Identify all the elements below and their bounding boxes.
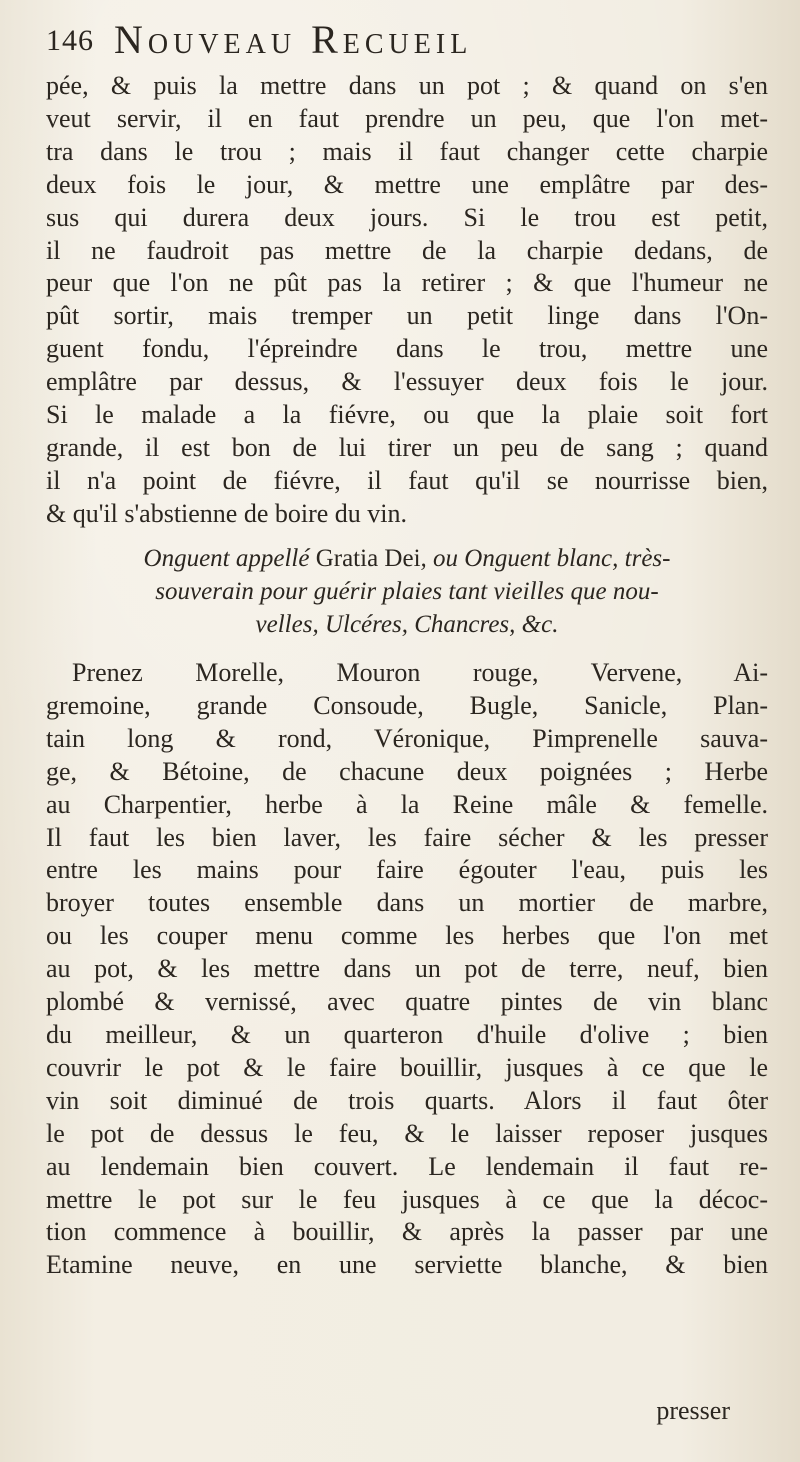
- text-line: ge, & Bétoine, de chacune deux poignées ; Herbe: [46, 756, 768, 786]
- page-header: [46, 16, 761, 66]
- text-line: peur que l'on ne pût pas la retirer ; & que l'humeur ne: [46, 268, 768, 298]
- text-line: Prenez Morelle, Mouron rouge, Vervene, Ai-: [72, 658, 768, 687]
- heading-italic-1: Onguent appellé: [143, 545, 310, 572]
- heading-roman: Gratia Dei: [309, 545, 421, 572]
- text-line: tain long & rond, Véronique, Pimprenelle sauva-: [46, 723, 768, 753]
- text-line: guent fondu, l'épreindre dans le trou, mettre une: [46, 334, 768, 364]
- text-line: du meilleur, & un quarteron d'huile d'olive ; bien: [46, 1019, 768, 1049]
- text-line: ou les couper menu comme les herbes que l'on met: [46, 921, 768, 951]
- text-line: plombé & vernissé, avec quatre pintes de vin blanc: [46, 987, 768, 1017]
- text-line: le pot de dessus le feu, & le laisser reposer jusques: [46, 1118, 768, 1148]
- text-line: pût sortir, mais tremper un petit linge dans l'On-: [46, 301, 768, 331]
- text-line: au Charpentier, herbe à la Reine mâle & femelle.: [46, 789, 768, 819]
- paragraph-continued: [46, 70, 768, 531]
- text-line: pée, & puis la mettre dans un pot ; & quand on s'en: [46, 71, 768, 100]
- text-line: & qu'il s'abstienne de boire du vin.: [46, 498, 408, 528]
- text-line: deux fois le jour, & mettre une emplâtre par des-: [46, 169, 768, 199]
- text-line: couvrir le pot & le faire bouillir, jusques à ce que le: [46, 1052, 768, 1082]
- text-line: Il faut les bien laver, les faire sécher & les presser: [46, 822, 768, 852]
- text-line: broyer toutes ensemble dans un mortier de marbre,: [46, 888, 768, 918]
- page-number: 146: [46, 24, 94, 57]
- heading-line-2: souverain pour guérir plaies tant vieilles que nou-: [155, 578, 659, 605]
- text-line: entre les mains pour faire égouter l'eau, puis les: [46, 855, 768, 885]
- catchword: presser: [656, 1396, 730, 1425]
- text-line: il n'a point de fiévre, il faut qu'il se nourrisse bien,: [46, 465, 768, 495]
- text-line: tra dans le trou ; mais il faut changer cette charpie: [46, 136, 768, 166]
- text-line: Etamine neuve, en une serviette blanche, & bien: [46, 1250, 768, 1280]
- text-line: mettre le pot sur le feu jusques à ce que la décoc-: [46, 1184, 768, 1214]
- text-line: sus qui durera deux jours. Si le trou est petit,: [46, 202, 768, 232]
- text-line: tion commence à bouillir, & après la passer par une: [46, 1217, 768, 1247]
- text-line: vin soit diminué de trois quarts. Alors il faut ôter: [46, 1085, 768, 1115]
- text-line: emplâtre par dessus, & l'essuyer deux fois le jour.: [46, 367, 768, 397]
- heading-line-1: [46, 542, 768, 575]
- text-line: gremoine, grande Consoude, Bugle, Sanicle, Plan-: [46, 690, 768, 720]
- heading-line-3: velles, Ulcéres, Chancres, &c.: [255, 611, 559, 638]
- text-line: au pot, & les mettre dans un pot de terre, neuf, bien: [46, 954, 768, 984]
- text-line: Si le malade a la fiévre, ou que la plaie soit fort: [46, 400, 768, 430]
- text-line: veut servir, il en faut prendre un peu, que l'on met-: [46, 103, 768, 133]
- recipe-paragraph: [46, 657, 768, 1282]
- heading-italic-2: , ou Onguent blanc, très-: [420, 545, 671, 572]
- text-line: il ne faudroit pas mettre de la charpie dedans, de: [46, 235, 768, 265]
- recipe-heading: [46, 542, 768, 641]
- text-line: au lendemain bien couvert. Le lendemain il faut re-: [46, 1151, 768, 1181]
- text-line: grande, il est bon de lui tirer un peu de sang ; quand: [46, 432, 768, 462]
- running-title: Nouveau Recueil: [114, 17, 473, 62]
